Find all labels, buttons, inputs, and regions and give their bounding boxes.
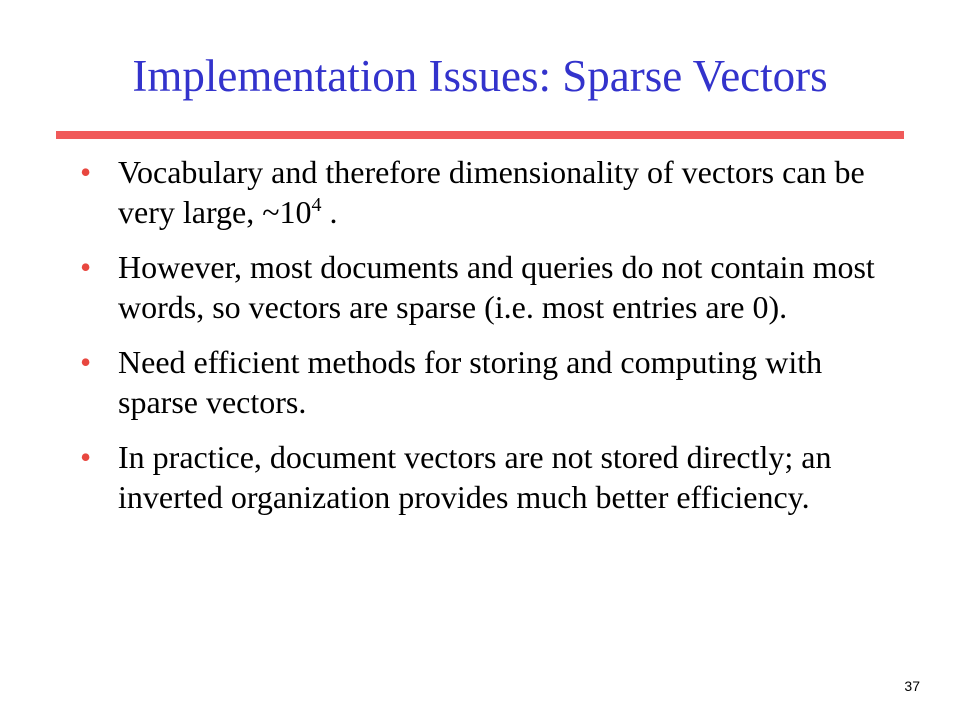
- bullet-text-1-tail: .: [321, 194, 338, 230]
- bullet-marker: •: [80, 344, 92, 380]
- bullet-text-1: [118, 154, 865, 230]
- title-underline: [56, 131, 904, 139]
- bullet-text-4: In practice, document vectors are not stored directly; an inverted organization provides much better efficiency.: [118, 439, 832, 515]
- slide-title: Implementation Issues: Sparse Vectors: [132, 51, 828, 101]
- bullet-text-1-main: Vocabulary and therefore dimensionality of vectors can be very large, ~10: [118, 154, 865, 230]
- bullet-text-2: However, most documents and queries do not contain most words, so vectors are sparse (i.e. most entries are 0).: [118, 249, 875, 325]
- page-number: 37: [904, 678, 920, 694]
- bullet-item-1: [80, 152, 900, 232]
- bullet-item-4: [80, 437, 900, 517]
- bullet-marker: •: [80, 249, 92, 285]
- bullet-marker: •: [80, 154, 92, 190]
- bullet-text-1-superscript: 4: [311, 194, 322, 216]
- bullet-text-3: Need efficient methods for storing and computing with sparse vectors.: [118, 344, 823, 420]
- bullet-item-3: [80, 342, 900, 422]
- bullet-item-2: [80, 247, 900, 327]
- bullet-list: [80, 152, 900, 532]
- bullet-marker: •: [80, 439, 92, 475]
